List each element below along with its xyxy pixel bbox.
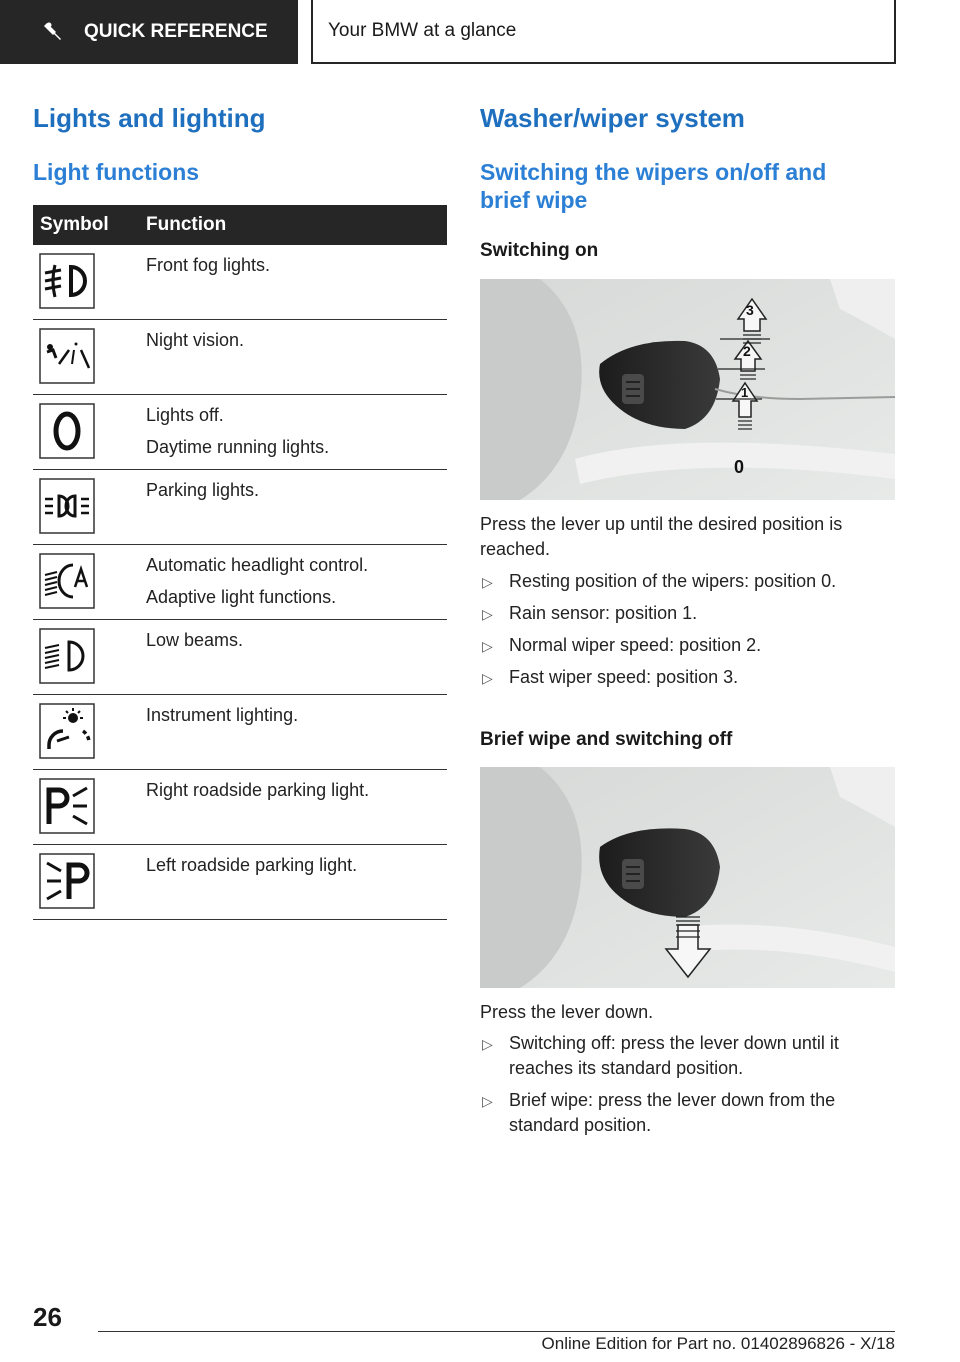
position-label-3: 3	[746, 302, 754, 318]
low-beams-icon	[39, 628, 95, 684]
heading-brief-wipe: Brief wipe and switching off	[480, 729, 733, 750]
table-row	[33, 620, 447, 695]
triangle-bullet-icon: ▷	[482, 606, 493, 622]
function-text: Right roadside parking light.	[146, 780, 370, 800]
chapter-title-box	[311, 0, 896, 64]
section-label: QUICK REFERENCE	[84, 21, 268, 42]
page-number: 26	[33, 1302, 62, 1332]
brief-wipe-list	[480, 1031, 895, 1145]
page-title-washer: Washer/wiper system	[480, 103, 745, 133]
table-row	[33, 395, 447, 470]
front-fog-lights-icon	[39, 253, 95, 309]
table-row	[33, 695, 447, 770]
triangle-bullet-icon: ▷	[482, 574, 493, 590]
switching-on-intro: Press the lever up until the desired position is reached.	[480, 514, 843, 559]
table-row	[33, 545, 447, 620]
instrument-lighting-icon	[39, 703, 95, 759]
list-item: ▷ Switching off: press the lever down until it reaches its standard position.	[482, 1033, 839, 1078]
function-text: Daytime running lights.	[146, 437, 330, 457]
subtitle-wipers: Switching the wipers on/off and brief wipe	[480, 159, 827, 213]
table-row	[33, 470, 447, 545]
function-text: Parking lights.	[146, 480, 260, 500]
col-function-header: Function	[146, 214, 227, 235]
function-text: Low beams.	[146, 630, 244, 650]
triangle-bullet-icon: ▷	[482, 670, 493, 686]
night-vision-icon	[39, 328, 95, 384]
table-header	[33, 205, 447, 245]
position-label-2: 2	[743, 343, 751, 359]
triangle-bullet-icon: ▷	[482, 638, 493, 654]
chapter-title: Your BMW at a glance	[328, 20, 517, 41]
edition-text: Online Edition for Part no. 01402896826 - X/18	[541, 1334, 895, 1353]
left-parking-light-icon	[39, 853, 95, 909]
function-text: Lights off.	[146, 405, 224, 425]
triangle-bullet-icon: ▷	[482, 1036, 493, 1052]
page-title-lights: Lights and lighting	[33, 103, 266, 133]
table-row	[33, 770, 447, 845]
footer-divider	[98, 1331, 895, 1332]
table-row	[33, 845, 447, 920]
automatic-headlight-icon	[39, 553, 95, 609]
parking-lights-icon	[39, 478, 95, 534]
function-text: Adaptive light functions.	[146, 587, 337, 607]
list-item: ▷ Rain sensor: position 1.	[480, 601, 895, 626]
function-text: Night vision.	[146, 330, 245, 350]
function-text: Left roadside parking light.	[146, 855, 358, 875]
function-text: Instrument lighting.	[146, 705, 299, 725]
light-functions-table	[33, 205, 447, 920]
list-item: ▷ Normal wiper speed: position 2.	[480, 633, 895, 658]
wiper-lever-down-illustration	[480, 767, 895, 988]
subtitle-light-functions: Light functions	[33, 159, 200, 185]
list-item: ▷ Resting position of the wipers: position 0.	[480, 569, 895, 594]
position-label-1: 1	[741, 385, 749, 400]
triangle-bullet-icon: ▷	[482, 1093, 493, 1109]
position-label-0: 0	[734, 457, 745, 477]
section-tab	[0, 0, 298, 64]
table-row	[33, 320, 447, 395]
pin-icon	[40, 19, 66, 45]
heading-switching-on: Switching on	[480, 240, 599, 261]
col-symbol-header: Symbol	[40, 214, 109, 235]
list-item: ▷ Fast wiper speed: position 3.	[480, 665, 895, 690]
right-parking-light-icon	[39, 778, 95, 834]
function-text: Front fog lights.	[146, 255, 271, 275]
brief-wipe-intro: Press the lever down.	[480, 1002, 654, 1022]
list-item: ▷ Brief wipe: press the lever down from the standard position.	[482, 1090, 836, 1135]
function-text: Automatic headlight control.	[146, 555, 369, 575]
wiper-lever-up-illustration	[480, 279, 895, 500]
switching-on-list	[480, 569, 895, 697]
lights-off-icon	[39, 403, 95, 459]
table-row	[33, 245, 447, 320]
